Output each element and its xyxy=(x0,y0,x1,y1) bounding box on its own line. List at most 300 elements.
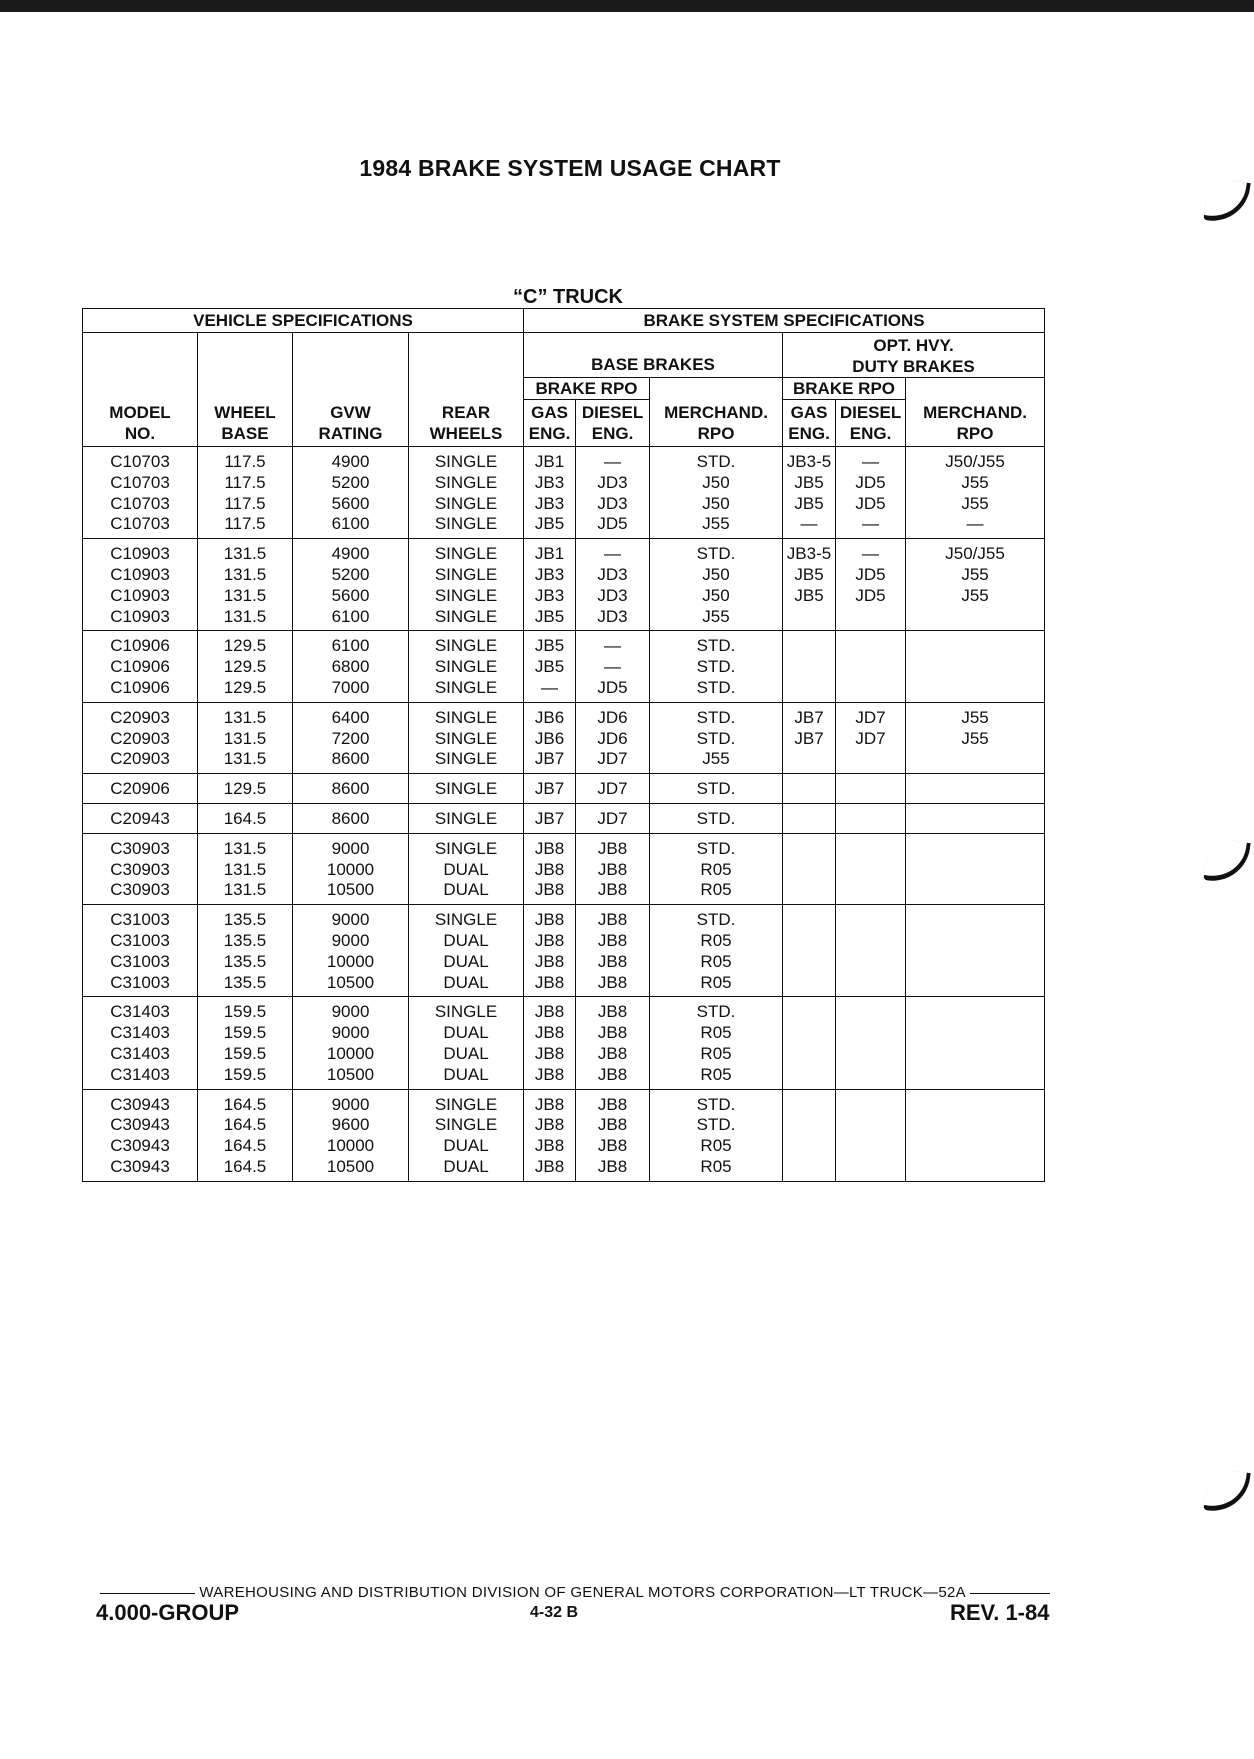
cell-value: JB5 xyxy=(534,657,565,677)
base-merchand-rpo-cell xyxy=(650,997,783,1089)
cell-value: JB8 xyxy=(597,1136,628,1156)
cell-value: 117.5 xyxy=(224,514,266,534)
cell-value xyxy=(836,1136,905,1157)
base-merchand-rpo-cell xyxy=(650,631,783,702)
cell-value: C31003 xyxy=(110,972,170,992)
cell-value: JB8 xyxy=(534,1094,565,1114)
cell-value: JB5 xyxy=(794,493,824,513)
base-merchand-rpo-header: MERCHAND. RPO xyxy=(650,400,783,447)
cell-value xyxy=(836,910,905,931)
cell-value xyxy=(783,931,835,952)
cell-value: JB8 xyxy=(534,910,565,930)
cell-value: JB8 xyxy=(597,838,628,858)
cell-value xyxy=(906,1157,1044,1178)
cell-value: 10500 xyxy=(326,1156,375,1176)
base-diesel-rpo-cell xyxy=(576,997,650,1089)
base-brake-rpo-header: BRAKE RPO xyxy=(524,378,650,400)
cell-value: 117.5 xyxy=(224,452,266,471)
cell-value: 164.5 xyxy=(223,1136,267,1156)
cell-value: 131.5 xyxy=(223,728,267,748)
opt-diesel-rpo-cell xyxy=(836,803,906,833)
cell-value: C30943 xyxy=(110,1094,170,1114)
cell-value: R05 xyxy=(700,972,732,992)
base-gas-rpo-cell xyxy=(524,447,576,539)
cell-value xyxy=(906,1065,1044,1086)
cell-value: JB7 xyxy=(534,779,565,799)
cell-value: JB8 xyxy=(597,1064,628,1084)
opt-gas-rpo-cell xyxy=(783,539,836,631)
cell-value: C10903 xyxy=(110,544,170,564)
cell-value: J55 xyxy=(961,585,989,605)
cell-value: R05 xyxy=(700,880,732,900)
cell-value: SINGLE xyxy=(434,564,498,584)
cell-value: J50 xyxy=(702,493,730,513)
cell-value: DUAL xyxy=(443,1156,489,1176)
cell-value: SINGLE xyxy=(434,749,498,769)
opt-diesel-eng-header: DIESEL ENG. xyxy=(836,400,906,447)
cell-value xyxy=(836,1115,905,1136)
cell-value: 9000 xyxy=(331,1094,370,1114)
cell-value: STD. xyxy=(696,452,736,471)
cell-value xyxy=(783,779,835,800)
cell-value: JB5 xyxy=(794,564,824,584)
cell-value: 117.5 xyxy=(224,472,266,492)
cell-value: JB3 xyxy=(534,472,565,492)
cell-value: — xyxy=(604,636,622,656)
cell-value: DUAL xyxy=(443,1064,489,1084)
cell-value: SINGLE xyxy=(434,838,498,858)
cell-value: 10000 xyxy=(326,1136,375,1156)
opt-merchand-rpo-cell xyxy=(906,447,1045,539)
base-gas-rpo-cell xyxy=(524,774,576,804)
opt-merchand-rpo-cell xyxy=(906,997,1045,1089)
cell-value: 9000 xyxy=(331,1023,370,1043)
cell-value: STD. xyxy=(696,910,736,930)
cell-value xyxy=(836,1065,905,1086)
cell-value xyxy=(836,657,905,678)
cell-value: JB8 xyxy=(597,1023,628,1043)
opt-heavy-duty-line-2: DUTY BRAKES xyxy=(852,357,975,377)
cell-value: JB8 xyxy=(597,951,628,971)
model-no-cell xyxy=(83,997,198,1089)
cell-value: 8600 xyxy=(331,749,370,769)
cell-value: JB8 xyxy=(597,1156,628,1176)
opt-gas-rpo-cell xyxy=(783,1089,836,1181)
cell-value: 164.5 xyxy=(223,1094,267,1114)
opt-gas-rpo-cell xyxy=(783,774,836,804)
cell-value: C10703 xyxy=(110,452,170,471)
cell-value: 164.5 xyxy=(223,1156,267,1176)
cell-value xyxy=(783,1044,835,1065)
cell-value: R05 xyxy=(700,859,732,879)
cell-value: DUAL xyxy=(443,859,489,879)
wheel-base-cell xyxy=(198,774,293,804)
table-row-group xyxy=(83,803,1045,833)
cell-value: C20903 xyxy=(110,749,170,769)
cell-value xyxy=(906,839,1044,860)
opt-heavy-duty-brakes-header xyxy=(783,333,1045,378)
cell-value: C10903 xyxy=(110,564,170,584)
cell-value xyxy=(906,636,1044,657)
opt-merchand-rpo-cell xyxy=(906,1089,1045,1181)
cell-value: JB7 xyxy=(534,749,565,769)
cell-value xyxy=(836,839,905,860)
cell-value: DUAL xyxy=(443,972,489,992)
cell-value xyxy=(836,779,905,800)
cell-value xyxy=(836,678,905,699)
footer-revision: REV. 1-84 xyxy=(950,1600,1050,1625)
wheel-base-cell xyxy=(198,447,293,539)
cell-value: 131.5 xyxy=(223,606,267,626)
cell-value: JD3 xyxy=(597,493,628,513)
cell-value: JB8 xyxy=(597,930,628,950)
cell-value xyxy=(836,749,905,770)
cell-value: 6100 xyxy=(331,606,370,626)
cell-value xyxy=(906,973,1044,994)
cell-value: SINGLE xyxy=(434,657,498,677)
cell-value: C10906 xyxy=(110,657,170,677)
cell-value: STD. xyxy=(696,707,736,727)
cell-value: — xyxy=(862,514,880,534)
cell-value: JB8 xyxy=(534,880,565,900)
cell-value: — xyxy=(966,514,984,534)
footer-division-text: WAREHOUSING AND DISTRIBUTION DIVISION OF GENERAL MOTORS CORPORATION—LT TRUCK—52A xyxy=(199,1584,966,1601)
cell-value: SINGLE xyxy=(434,1002,498,1022)
cell-value xyxy=(906,809,1044,830)
opt-diesel-rpo-cell xyxy=(836,1089,906,1181)
cell-value: R05 xyxy=(700,1064,732,1084)
cell-value: JB8 xyxy=(534,972,565,992)
cell-value: JB8 xyxy=(534,1002,565,1022)
cell-value: 131.5 xyxy=(223,880,267,900)
cell-value xyxy=(836,1023,905,1044)
cell-value: SINGLE xyxy=(434,808,498,828)
cell-value xyxy=(906,678,1044,699)
cell-value: SINGLE xyxy=(434,606,498,626)
cell-value: C10903 xyxy=(110,606,170,626)
cell-value: JB8 xyxy=(534,951,565,971)
cell-value: JD5 xyxy=(597,514,628,534)
cell-value: C10703 xyxy=(110,493,170,513)
cell-value: JB8 xyxy=(534,1156,565,1176)
base-merchand-rpo-cell xyxy=(650,447,783,539)
cell-value: C10903 xyxy=(110,585,170,605)
cell-value: C20903 xyxy=(110,707,170,727)
cell-value: 10500 xyxy=(326,972,375,992)
cell-value: JB3 xyxy=(534,585,565,605)
cell-value xyxy=(906,1002,1044,1023)
cell-value: SINGLE xyxy=(434,728,498,748)
cell-value xyxy=(906,952,1044,973)
base-merchand-rpo-cell xyxy=(650,702,783,773)
cell-value: J55 xyxy=(702,606,730,626)
cell-value: 159.5 xyxy=(223,1043,267,1063)
cell-value: J55 xyxy=(961,564,989,584)
binder-hole-bottom xyxy=(1203,1467,1251,1515)
opt-gas-rpo-cell xyxy=(783,833,836,904)
cell-value: C31403 xyxy=(110,1064,170,1084)
cell-value: 5200 xyxy=(331,564,370,584)
opt-gas-rpo-cell xyxy=(783,905,836,997)
cell-value: C30943 xyxy=(110,1115,170,1135)
cell-value xyxy=(783,860,835,881)
cell-value: 7000 xyxy=(331,677,370,697)
cell-value: J55 xyxy=(961,707,989,727)
cell-value: J55 xyxy=(702,514,730,534)
opt-diesel-rpo-cell xyxy=(836,447,906,539)
cell-value: DUAL xyxy=(443,1043,489,1063)
cell-value: JB8 xyxy=(534,1064,565,1084)
cell-value: 135.5 xyxy=(223,930,267,950)
cell-value: 10000 xyxy=(326,951,375,971)
opt-gas-rpo-cell xyxy=(783,447,836,539)
cell-value xyxy=(836,973,905,994)
opt-diesel-rpo-cell xyxy=(836,774,906,804)
cell-value xyxy=(783,839,835,860)
base-merchand-rpo-cell xyxy=(650,905,783,997)
rear-wheels-cell xyxy=(409,905,524,997)
cell-value xyxy=(783,1002,835,1023)
binder-hole-middle xyxy=(1203,837,1251,885)
base-diesel-rpo-cell xyxy=(576,905,650,997)
cell-value: 9000 xyxy=(331,838,370,858)
cell-value: 135.5 xyxy=(223,972,267,992)
base-merchand-rpo-cell xyxy=(650,1089,783,1181)
cell-value: JB5 xyxy=(794,472,824,492)
cell-value xyxy=(836,952,905,973)
cell-value: 5600 xyxy=(331,493,370,513)
cell-value: JB7 xyxy=(534,808,565,828)
cell-value: JB3-5 xyxy=(786,452,832,471)
cell-value: STD. xyxy=(696,1115,736,1135)
cell-value xyxy=(783,1136,835,1157)
cell-value: J50 xyxy=(702,564,730,584)
rear-wheels-cell xyxy=(409,803,524,833)
base-gas-rpo-cell xyxy=(524,803,576,833)
opt-merchand-rpo-header: MERCHAND. RPO xyxy=(906,400,1045,447)
cell-value: STD. xyxy=(696,677,736,697)
table-row-group xyxy=(83,997,1045,1089)
cell-value: JB3 xyxy=(534,564,565,584)
cell-value: C30903 xyxy=(110,880,170,900)
cell-value: J50 xyxy=(702,585,730,605)
cell-value xyxy=(906,1115,1044,1136)
cell-value: 6800 xyxy=(331,657,370,677)
cell-value: STD. xyxy=(696,1002,736,1022)
cell-value: JD6 xyxy=(597,728,628,748)
cell-value xyxy=(783,636,835,657)
cell-value: R05 xyxy=(700,1136,732,1156)
base-gas-rpo-cell xyxy=(524,702,576,773)
rear-wheels-cell xyxy=(409,631,524,702)
wheel-base-cell xyxy=(198,631,293,702)
cell-value xyxy=(836,809,905,830)
cell-value: C10703 xyxy=(110,472,170,492)
cell-value xyxy=(783,1095,835,1116)
cell-value: JD6 xyxy=(597,707,628,727)
cell-value: 9600 xyxy=(331,1115,370,1135)
cell-value xyxy=(906,1136,1044,1157)
cell-value: C20903 xyxy=(110,728,170,748)
base-diesel-rpo-cell xyxy=(576,774,650,804)
cell-value: SINGLE xyxy=(434,677,498,697)
cell-value: JB8 xyxy=(534,930,565,950)
cell-value: SINGLE xyxy=(434,779,498,799)
cell-value: 6100 xyxy=(331,514,370,534)
cell-value: JB3 xyxy=(534,493,565,513)
base-merchand-rpo-cell xyxy=(650,803,783,833)
base-merchand-rpo-cell xyxy=(650,774,783,804)
cell-value: STD. xyxy=(696,1094,736,1114)
wheel-base-cell xyxy=(198,997,293,1089)
cell-value: C20943 xyxy=(110,808,170,828)
cell-value xyxy=(906,607,1044,628)
cell-value: SINGLE xyxy=(434,472,498,492)
cell-value: J50/J55 xyxy=(945,452,1005,471)
cell-value: JB5 xyxy=(534,514,565,534)
cell-value: JD5 xyxy=(597,677,628,697)
brake-system-specifications-header: BRAKE SYSTEM SPECIFICATIONS xyxy=(524,309,1045,333)
brake-usage-table xyxy=(82,308,1045,1182)
cell-value xyxy=(906,880,1044,901)
cell-value xyxy=(783,1065,835,1086)
cell-value: SINGLE xyxy=(434,910,498,930)
cell-value: R05 xyxy=(700,930,732,950)
opt-merchand-rpo-cell xyxy=(906,774,1045,804)
table-row-group xyxy=(83,1089,1045,1181)
base-merchand-rpo-cell xyxy=(650,833,783,904)
cell-value xyxy=(836,1157,905,1178)
cell-value: 129.5 xyxy=(223,657,267,677)
rear-wheels-cell xyxy=(409,1089,524,1181)
base-diesel-rpo-cell xyxy=(576,1089,650,1181)
cell-value: JD3 xyxy=(597,564,628,584)
cell-value: JB5 xyxy=(534,636,565,656)
table-row-group xyxy=(83,631,1045,702)
cell-value: JD3 xyxy=(597,472,628,492)
cell-value: 7200 xyxy=(331,728,370,748)
cell-value: 10500 xyxy=(326,1064,375,1084)
gvw-rating-cell xyxy=(293,774,409,804)
opt-gas-rpo-cell xyxy=(783,803,836,833)
cell-value: JD5 xyxy=(855,585,886,605)
binder-hole-top xyxy=(1203,177,1251,225)
table-title: “C” TRUCK xyxy=(513,286,623,308)
cell-value: 129.5 xyxy=(223,677,267,697)
opt-diesel-rpo-cell xyxy=(836,631,906,702)
cell-value: SINGLE xyxy=(434,544,498,564)
cell-value xyxy=(906,657,1044,678)
cell-value xyxy=(906,1095,1044,1116)
base-gas-rpo-cell xyxy=(524,631,576,702)
wheel-base-cell xyxy=(198,905,293,997)
wheel-base-cell xyxy=(198,833,293,904)
model-no-header: MODEL NO. xyxy=(83,400,198,447)
rear-wheels-cell xyxy=(409,702,524,773)
cell-value: 4900 xyxy=(331,544,370,564)
opt-merchand-rpo-cell xyxy=(906,631,1045,702)
table-row-group xyxy=(83,702,1045,773)
gvw-rating-cell xyxy=(293,905,409,997)
wheel-base-cell xyxy=(198,1089,293,1181)
cell-value: C31403 xyxy=(110,1023,170,1043)
cell-value: 159.5 xyxy=(223,1023,267,1043)
cell-value: STD. xyxy=(696,636,736,656)
cell-value: J55 xyxy=(961,472,989,492)
cell-value: SINGLE xyxy=(434,707,498,727)
cell-value: JB3-5 xyxy=(786,544,832,564)
rear-wheels-cell xyxy=(409,774,524,804)
cell-value: JD7 xyxy=(597,779,628,799)
opt-diesel-rpo-cell xyxy=(836,702,906,773)
cell-value: JB8 xyxy=(534,1136,565,1156)
cell-value: SINGLE xyxy=(434,1094,498,1114)
cell-value: JD5 xyxy=(855,564,886,584)
base-gas-eng-header: GAS ENG. xyxy=(524,400,576,447)
cell-value: JB8 xyxy=(597,1002,628,1022)
cell-value: JB7 xyxy=(794,707,824,727)
cell-value: JB8 xyxy=(597,1094,628,1114)
cell-value xyxy=(783,1157,835,1178)
vehicle-specifications-header: VEHICLE SPECIFICATIONS xyxy=(83,309,524,333)
opt-heavy-duty-line-1: OPT. HVY. xyxy=(873,336,954,356)
cell-value: STD. xyxy=(696,657,736,677)
table-row-group xyxy=(83,833,1045,904)
cell-value xyxy=(836,607,905,628)
cell-value: 135.5 xyxy=(223,951,267,971)
cell-value: STD. xyxy=(696,544,736,564)
cell-value: C31003 xyxy=(110,951,170,971)
base-diesel-eng-header: DIESEL ENG. xyxy=(576,400,650,447)
model-no-cell xyxy=(83,702,198,773)
opt-diesel-rpo-cell xyxy=(836,833,906,904)
table-row-group xyxy=(83,447,1045,539)
footer-division-line xyxy=(100,1584,1050,1601)
cell-value: JB8 xyxy=(534,859,565,879)
cell-value xyxy=(783,880,835,901)
cell-value: JB8 xyxy=(597,972,628,992)
cell-value: 10000 xyxy=(326,1043,375,1063)
cell-value: JB8 xyxy=(534,1115,565,1135)
cell-value: 8600 xyxy=(331,808,370,828)
cell-value: 131.5 xyxy=(223,838,267,858)
footer-group-number: 4.000-GROUP xyxy=(96,1600,240,1625)
cell-value: JD7 xyxy=(597,808,628,828)
rear-wheels-cell xyxy=(409,539,524,631)
cell-value: 10000 xyxy=(326,859,375,879)
model-no-cell xyxy=(83,774,198,804)
base-gas-rpo-cell xyxy=(524,1089,576,1181)
base-gas-rpo-cell xyxy=(524,905,576,997)
base-gas-rpo-cell xyxy=(524,833,576,904)
opt-gas-eng-header: GAS ENG. xyxy=(783,400,836,447)
base-gas-rpo-cell xyxy=(524,539,576,631)
gvw-rating-cell xyxy=(293,833,409,904)
cell-value: 131.5 xyxy=(223,859,267,879)
cell-value: 131.5 xyxy=(223,544,267,564)
cell-value: STD. xyxy=(696,728,736,748)
cell-value: DUAL xyxy=(443,1023,489,1043)
model-no-cell xyxy=(83,803,198,833)
cell-value: JB1 xyxy=(534,452,565,471)
cell-value: JB8 xyxy=(597,1115,628,1135)
base-diesel-rpo-cell xyxy=(576,702,650,773)
cell-value: STD. xyxy=(696,808,736,828)
cell-value: 129.5 xyxy=(223,779,267,799)
cell-value: 131.5 xyxy=(223,564,267,584)
base-diesel-rpo-cell xyxy=(576,631,650,702)
cell-value xyxy=(906,749,1044,770)
